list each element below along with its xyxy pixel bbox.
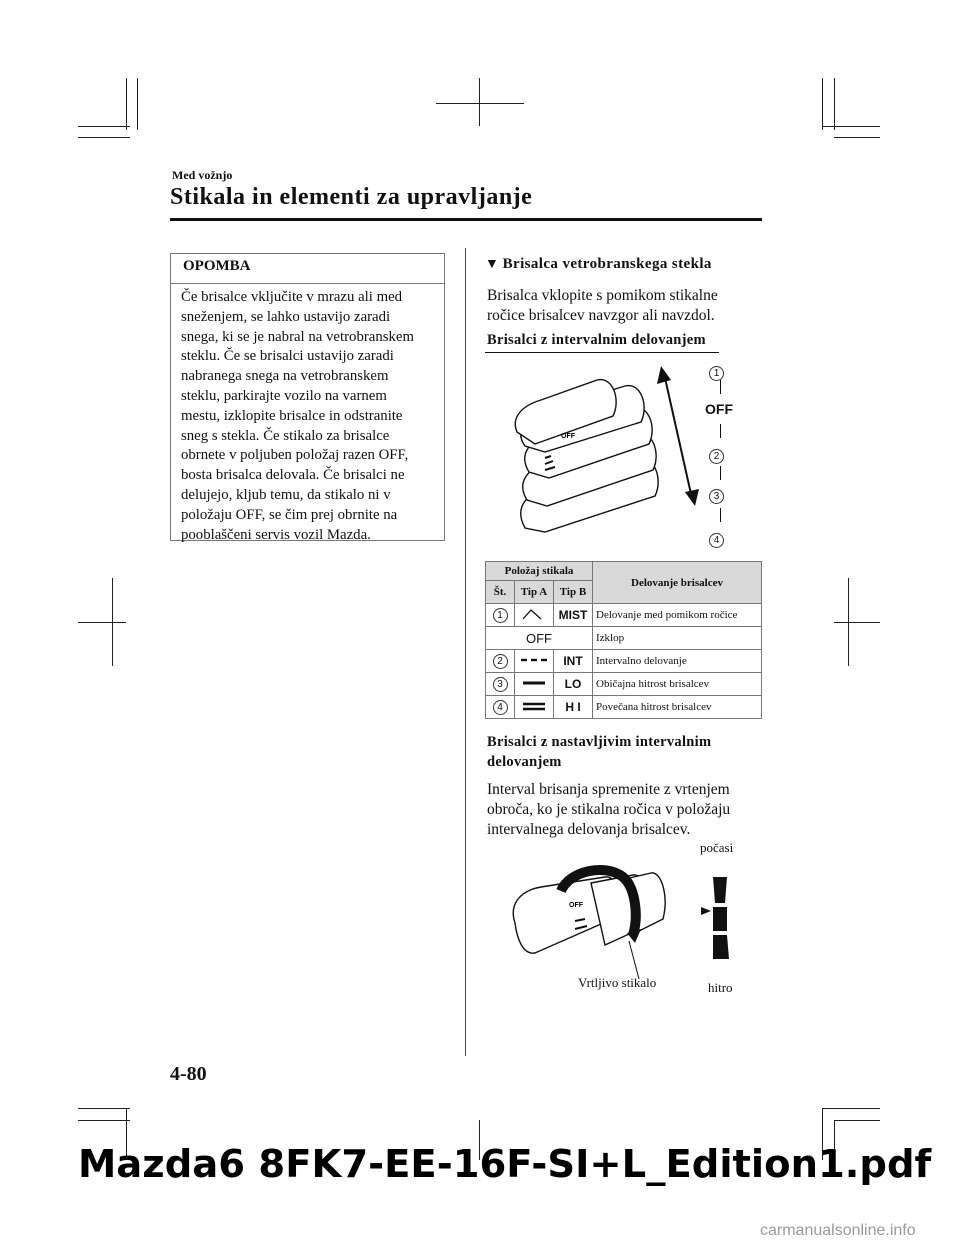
row-number: 1: [493, 608, 508, 623]
off-mark-small: OFF: [569, 902, 583, 909]
label-pos-4: 4: [709, 530, 724, 548]
note-line: steklu. Če se brisalci ustavijo zaradi: [181, 348, 394, 365]
operation-text: Običajna hitrost brisalcev: [593, 673, 762, 696]
section-heading-text: Brisalca vetrobranskega stekla: [502, 256, 712, 272]
title-rule: [170, 218, 762, 221]
note-title: OPOMBA: [171, 254, 444, 284]
table-header-type-b: Tip B: [554, 581, 593, 604]
page-title: Stikala in elementi za upravljanje: [170, 184, 533, 210]
table-row: [486, 627, 762, 650]
wiper-position-table: [485, 561, 762, 719]
table-row: [486, 696, 762, 719]
note-line: položaju OFF, se čim prej obrnite na: [181, 506, 398, 523]
off-label: OFF: [486, 627, 593, 650]
arrow-down-head: [685, 489, 699, 506]
paragraph-line: obroča, ko je stikalna ročica v položaju: [487, 801, 731, 818]
interval-bar-slow: [713, 877, 727, 903]
table-header-type-a: Tip A: [515, 581, 554, 604]
table-row: [486, 673, 762, 696]
subheading-adjustable: [487, 732, 711, 772]
type-b-label: INT: [554, 650, 593, 673]
subheading-intermittent: Brisalci z intervalnim delovanjem: [487, 332, 706, 348]
footer-filename: Mazda6 8FK7-EE-16F-SI+L_Edition1.pdf: [78, 1142, 932, 1187]
table-header-operation: Delovanje brisalcev: [593, 562, 762, 604]
row-number: 4: [493, 700, 508, 715]
section-heading: [485, 256, 712, 273]
mist-icon: [515, 604, 554, 627]
note-box: [170, 253, 445, 541]
connector: [720, 466, 721, 480]
intermittent-icon: [515, 650, 554, 673]
section-label: Med vožnjo: [172, 168, 233, 182]
note-line: steklu, parkirajte vozilo na varnem: [181, 387, 387, 404]
note-line: obrnete v poljuben položaj razen OFF,: [181, 447, 409, 464]
triangle-icon: ▼: [485, 257, 499, 272]
interval-bar-mid: [713, 907, 727, 931]
operation-text: Povečana hitrost brisalcev: [593, 696, 762, 719]
note-line: sneženjem, se lahko ustavijo zaradi: [181, 308, 391, 325]
operation-text: Intervalno delovanje: [593, 650, 762, 673]
operation-text: Izklop: [593, 627, 762, 650]
column-divider: [465, 248, 466, 1056]
direction-arrow-line: [665, 378, 691, 494]
arrow-up-head: [657, 366, 671, 384]
off-mark-small: OFF: [561, 433, 575, 440]
intro-line: ročice brisalcev navzgor ali navzdol.: [487, 307, 715, 324]
watermark: carmanualsonline.info: [760, 1222, 916, 1239]
connector: [720, 380, 721, 394]
connector: [720, 424, 721, 438]
paragraph-line: intervalnega delovanja brisalcev.: [487, 821, 691, 838]
table-header-no: Št.: [486, 581, 515, 604]
note-line: pooblaščeni servis vozil Mazda.: [181, 526, 371, 543]
note-line: delujejo, kljub temu, da stikalo ni v: [181, 486, 391, 503]
connector: [720, 508, 721, 522]
type-b-label: LO: [554, 673, 593, 696]
type-b-label: MIST: [554, 604, 593, 627]
label-pos-1: 1: [709, 363, 724, 381]
subheading-underline: [485, 352, 719, 353]
intro-paragraph: [487, 286, 718, 326]
table-row: [486, 604, 762, 627]
callout-line: [629, 941, 639, 979]
note-line: nabranega snega na vetrobranskem: [181, 368, 389, 385]
note-line: snega, ki se je nabral na vetrobranskem: [181, 328, 414, 345]
label-ring: Vrtljivo stikalo: [578, 975, 657, 990]
type-b-label: H I: [554, 696, 593, 719]
page-number: 4-80: [170, 1063, 207, 1085]
label-off: OFF: [705, 401, 733, 417]
row-number: 3: [493, 677, 508, 692]
paragraph-line: Interval brisanja spremenite z vrtenjem: [487, 781, 730, 798]
table-header-position: Položaj stikala: [486, 562, 593, 581]
note-line: mestu, izklopite brisalce in odstranite: [181, 407, 403, 424]
interval-bar-fast: [713, 935, 729, 959]
note-line: sneg s stekla. Če stikalo za brisalce: [181, 427, 390, 444]
operation-text: Delovanje med pomikom ročice: [593, 604, 762, 627]
row-number: 2: [493, 654, 508, 669]
subheading-line: Brisalci z nastavljivim intervalnim: [487, 734, 712, 750]
label-pos-3: 3: [709, 486, 724, 504]
note-body: [171, 284, 444, 545]
note-line: bosta brisalca delovala. Če brisalci ne: [181, 467, 405, 484]
label-pos-2: 2: [709, 446, 724, 464]
label-slow: počasi: [700, 840, 734, 855]
subheading-line: delovanjem: [487, 754, 562, 770]
table-row: [486, 650, 762, 673]
high-speed-icon: [515, 696, 554, 719]
intro-line: Brisalca vklopite s pomikom stikalne: [487, 287, 718, 304]
pointer-icon: [701, 907, 711, 915]
adjust-paragraph: [487, 780, 730, 840]
interval-ring-diagram: [505, 855, 755, 990]
low-speed-icon: [515, 673, 554, 696]
label-fast: hitro: [708, 980, 733, 995]
note-line: Če brisalce vključite v mrazu ali med: [181, 289, 403, 305]
